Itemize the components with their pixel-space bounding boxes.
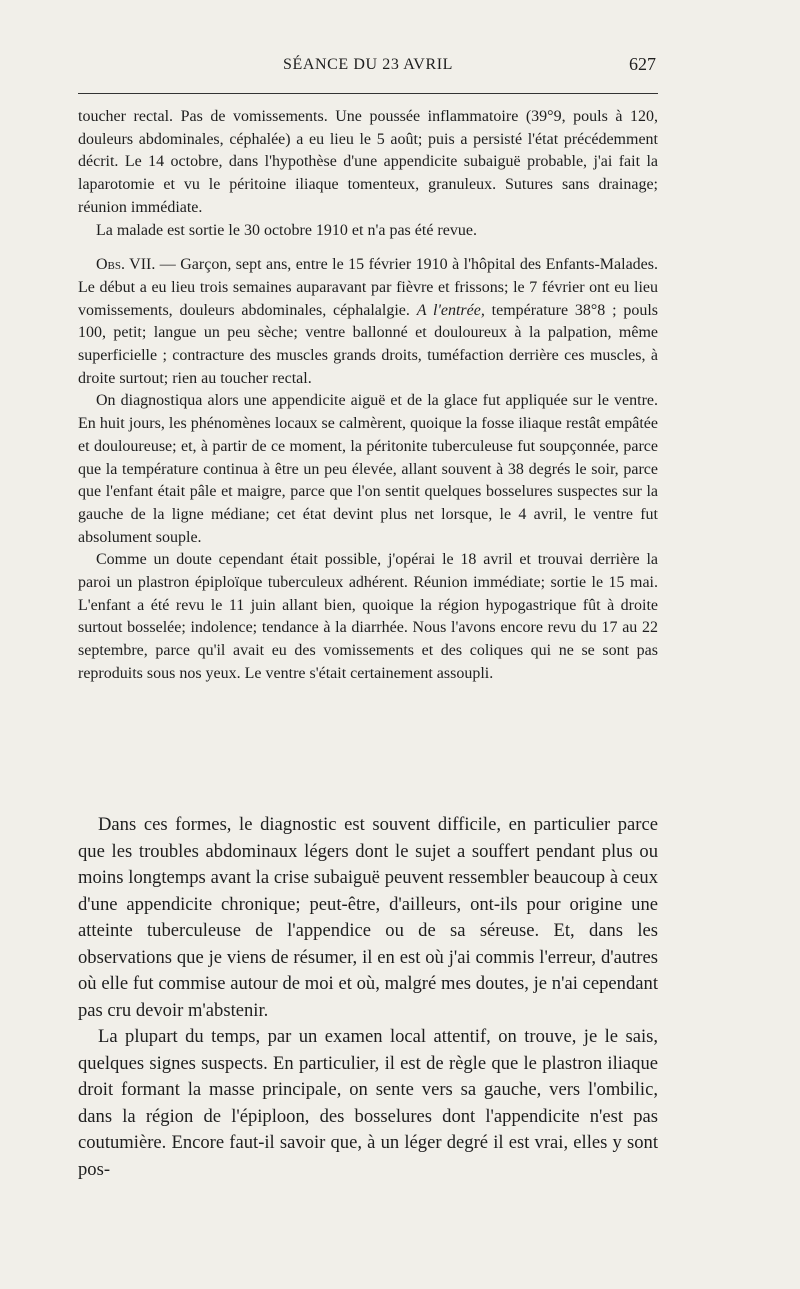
observation-label: Obs. VII.: [96, 256, 156, 274]
observation-vii-paragraph: [78, 254, 658, 390]
running-head: SÉANCE DU 23 AVRIL: [282, 56, 454, 73]
observation-intro-text: — Garçon, sept ans, entre le 15 février 1910 à l'hôpital des Enfants-Malades. Le début a eu lieu trois semaines auparavant par fièvre et frissons; le 7 février ont eu lieu vomissements, douleurs abdominales, céphalalgie.: [78, 256, 658, 319]
header-rule: [78, 93, 658, 94]
discussion-text: [78, 812, 658, 1183]
observation-italic-text: A l'entrée,: [416, 301, 485, 319]
observation-rest-text: température 38°8 ; pouls 100, petit; langue un peu sèche; ventre ballonné et douloureux à la palpation, même superficielle ; contracture des muscles grands droits, tuméfaction derrière ces muscles, à droite surtout; rien au toucher rectal.: [78, 301, 659, 387]
page-number: 627: [629, 54, 656, 74]
page-header: [78, 56, 658, 86]
case-discharge-paragraph: La malade est sortie le 30 octobre 1910 et n'a pas été revue.: [96, 221, 477, 239]
case-notes: [78, 106, 658, 686]
discussion-paragraph-1: Dans ces formes, le diagnostic est souvent difficile, en particulier parce que les troubles abdominaux légers dont le sujet a souffert pendant plus ou moins longtemps avant la crise subaiguë peuvent ressembler beaucoup à ceux d'une appendicite chronique; peut-être, d'ailleurs, ont-ils pour origine une atteinte tuberculeuse de l'appendice ou de sa séreuse. Et, dans les observations que je viens de résumer, il en est où j'ai commis l'erreur, d'autres où elle fut commise autour de moi et où, malgré mes doutes, je n'ai cependant pas cru devoir m'abstenir.: [78, 814, 658, 1021]
observation-operation-paragraph: Comme un doute cependant était possible, j'opérai le 18 avril et trouvai derrière la paroi un plastron épiploïque tuberculeux adhérent. Réunion immédiate; sortie le 15 mai. L'enfant a été revu le 11 juin allant bien, quoique la région hypogastrique fût à droite surtout bosselée; indolence; tendance à la diarrhée. Nous l'avons encore revu du 17 au 22 septembre, parce qu'il avait eu des vomissements et des coliques qui ne se sont pas reproduits sous nos yeux. Le ventre s'était certainement assoupli.: [78, 551, 658, 682]
observation-diagnosis-paragraph: On diagnostiqua alors une appendicite aiguë et de la glace fut appliquée sur le ventre. En huit jours, les phénomènes locaux se calmèrent, quoique la fosse iliaque restât empâtée et douloureuse; et, à partir de ce moment, la péritonite tuberculeuse fut soupçonnée, parce que la température continua à être un peu élevée, allant souvent à 38 degrés le soir, parce que l'enfant était pâle et maigre, parce que l'on sentit quelques bosselures suspectes sur la gauche de la ligne médiane; cet état devint plus net lorsque, le 4 avril, le ventre fut absolument souple.: [78, 392, 658, 546]
discussion-paragraph-2: La plupart du temps, par un examen local attentif, on trouve, je le sais, quelques signes suspects. En particulier, il est de règle que le plastron iliaque droit formant la masse principale, on sente vers sa gauche, vers l'ombilic, dans la région de l'épiploon, des bosselures dont l'appendicite n'est pas coutumière. Encore faut-il savoir que, à un léger degré il est vrai, elles y sont pos-: [78, 1026, 658, 1180]
case-continuation-paragraph: toucher rectal. Pas de vomissements. Une poussée inflammatoire (39°9, pouls à 120, douleurs abdominales, céphalée) a eu lieu le 5 août; puis a persisté l'état précédemment décrit. Le 14 octobre, dans l'hypothèse d'une appendicite subaiguë probable, j'ai fait la laparotomie et vu le péritoine iliaque tomenteux, granuleux. Sutures sans drainage; réunion immédiate.: [78, 108, 658, 216]
